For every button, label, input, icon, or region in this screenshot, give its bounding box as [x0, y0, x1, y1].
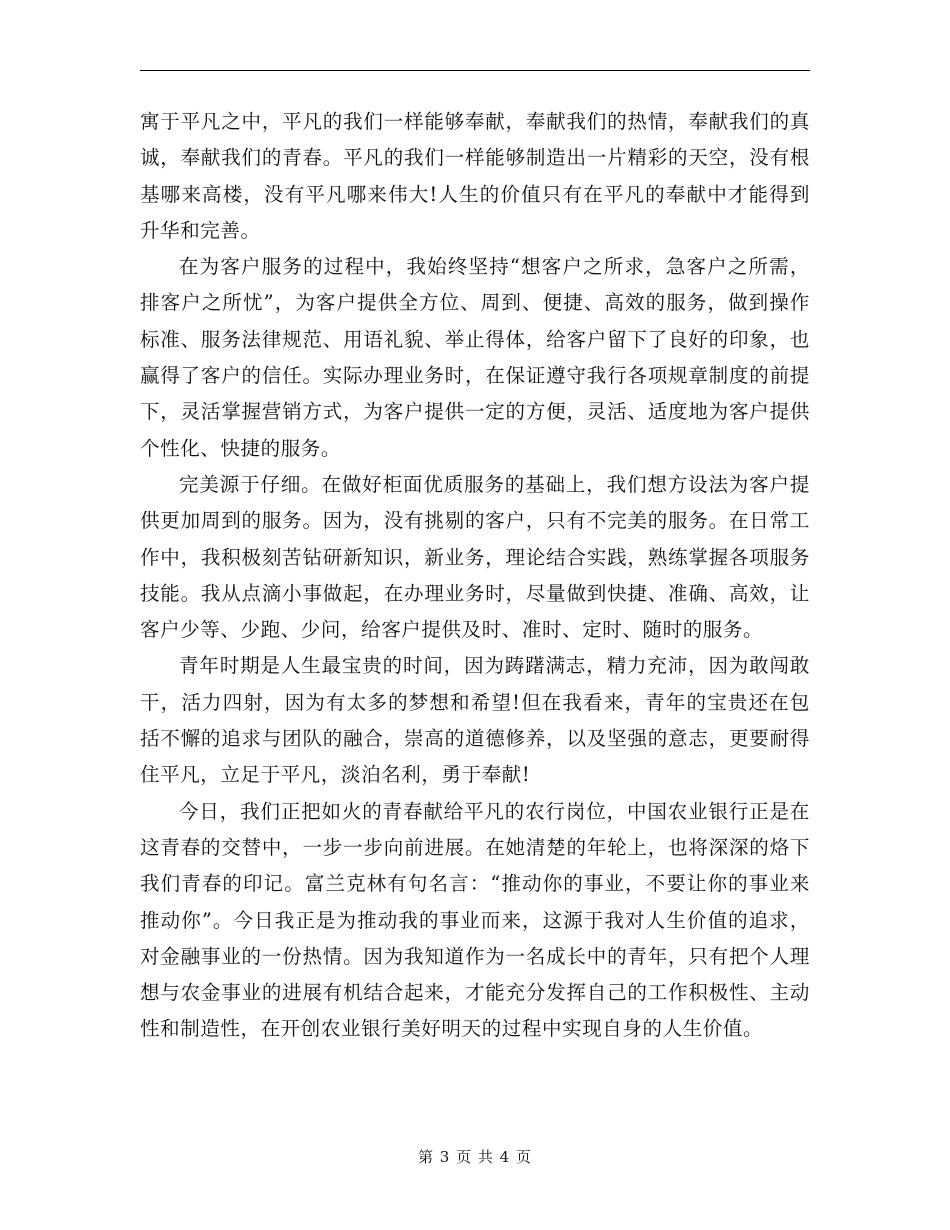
paragraph-3: 完美源于仔细。在做好柜面优质服务的基础上，我们想方设法为客户提供更加周到的服务。因为，没有挑剔的客户，只有不完美的服务。在日常工作中，我积极刻苦钻研新知识，新业务，理论结合实践，熟练掌握各项服务技能。我从点滴小事做起，在办理业务时，尽量做到快捷、准确、高效，让客户少等、少跑、少问，给客户提供及时、准时、定时、随时的服务。 [140, 472, 810, 642]
paragraph-4: 青年时期是人生最宝贵的时间，因为踌躇满志，精力充沛，因为敢闯敢干，活力四射，因为有太多的梦想和希望!但在我看来，青年的宝贵还在包括不懈的追求与团队的融合，崇高的道德修养，以及坚强的意志，更要耐得住平凡，立足于平凡，淡泊名利，勇于奉献! [140, 654, 810, 787]
header-rule [140, 70, 810, 71]
paragraph-5: 今日，我们正把如火的青春献给平凡的农行岗位，中国农业银行正是在这青春的交替中，一步一步向前进展。在她清楚的年轮上，也将深深的烙下我们青春的印记。富兰克林有句名言：“推动你的事业，不要让你的事业来推动你”。今日我正是为推动我的事业而来，这源于我对人生价值的追求，对金融事业的一份热情。因为我知道作为一名成长中的青年，只有把个人理想与农金事业的进展有机结合起来，才能充分发挥自己的工作积极性、主动性和制造性，在开创农业银行美好明天的过程中实现自身的人生价值。 [140, 799, 810, 1041]
paragraph-2: 在为客户服务的过程中，我始终坚持“想客户之所求，急客户之所需，排客户之所忧”，为客户提供全方位、周到、便捷、高效的服务，做到操作标准、服务法律规范、用语礼貌、举止得体，给客户留下了良好的印象，也赢得了客户的信任。实际办理业务时，在保证遵守我行各项规章制度的前提下，灵活掌握营销方式，为客户提供一定的方便，灵活、适度地为客户提供个性化、快捷的服务。 [140, 255, 810, 460]
page-footer [0, 1147, 950, 1167]
paragraph-1: 寓于平凡之中，平凡的我们一样能够奉献，奉献我们的热情，奉献我们的真诚，奉献我们的青春。平凡的我们一样能够制造出一片精彩的天空，没有根基哪来高楼，没有平凡哪来伟大!人生的价值只有在平凡的奉献中才能得到升华和完善。 [140, 110, 810, 242]
document-body [140, 104, 810, 1048]
page-number-label: 第 3 页 共 4 页 [418, 1148, 532, 1166]
